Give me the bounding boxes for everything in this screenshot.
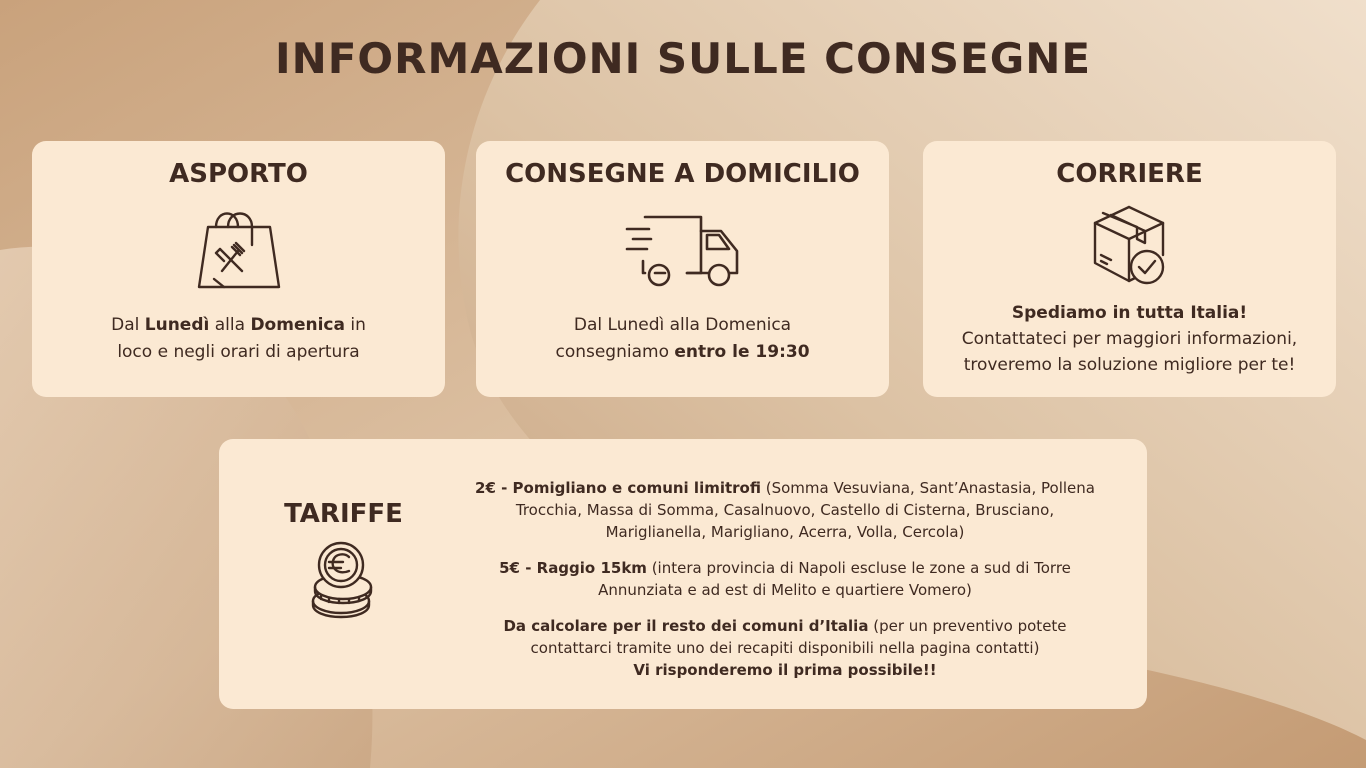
tariffa-item: Da calcolare per il resto dei comuni d’Italia (per un preventivo potete contattarci tramite uno dei recapiti disponibili nella pagina contatti) Vi risponderemo il prima possibile!! <box>503 617 1067 679</box>
tariffa-item: 2€ - Pomigliano e comuni limitrofi (Somma Vesuviana, Sant’Anastasia, Pollena Trocchia, Massa di Somma, Casalnuovo, Castello di Cisterna, Brusciano, Mariglianella, Marigliano, Acerra, Volla, Cercola) <box>475 479 1095 541</box>
tariffa-item: 5€ - Raggio 15km (intera provincia di Napoli escluse le zone a sud di Torre Annunziata e ad est di Melito e quartiere Vomero) <box>499 559 1071 599</box>
card-title: CONSEGNE A DOMICILIO <box>505 159 860 189</box>
package-check-icon <box>1093 205 1167 291</box>
card-asporto <box>32 141 445 397</box>
card-text: Dal Lunedì alla Domenica in loco e negli orari di apertura <box>111 315 366 362</box>
card-text: Spediamo in tutta Italia! Contattateci per maggiori informazioni, troveremo la soluzione migliore per te! <box>961 303 1298 375</box>
card-domicilio <box>476 141 889 397</box>
card-title: CORRIERE <box>1056 159 1203 189</box>
card-title: ASPORTO <box>169 159 308 189</box>
page-title: INFORMAZIONI SULLE CONSEGNE <box>274 34 1092 83</box>
card-title: TARIFFE <box>284 499 403 529</box>
card-corriere <box>923 141 1336 397</box>
tariffe-list <box>475 477 1095 681</box>
euro-coins-icon <box>309 541 375 623</box>
delivery-truck-icon <box>625 211 741 291</box>
shopping-bag-cutlery-icon <box>194 207 284 293</box>
card-tariffe <box>219 439 1147 709</box>
card-text: Dal Lunedì alla Domenica consegniamo entro le 19:30 <box>555 315 810 362</box>
